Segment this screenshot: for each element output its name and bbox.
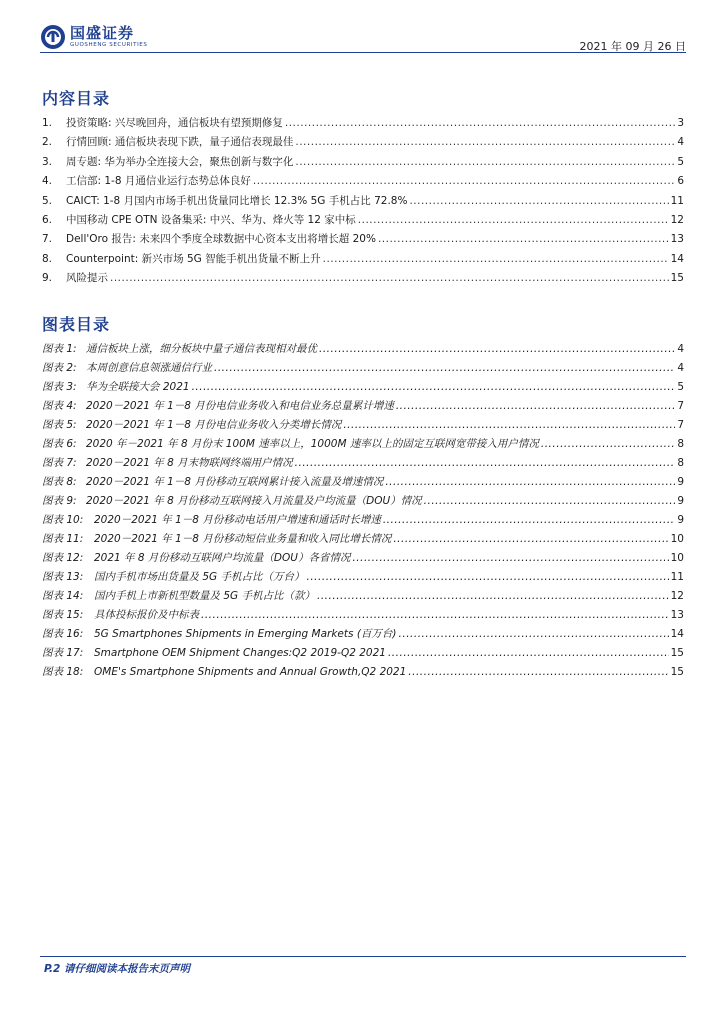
figure-list-title: 图表目录 xyxy=(42,315,111,334)
figure-item-label: 图表 8: xyxy=(42,476,77,488)
figure-item[interactable] xyxy=(42,626,684,645)
toc-item-number: 6. xyxy=(42,213,53,226)
figure-item-text: 国内手机上市新机型数量及 5G 手机占比（款） xyxy=(94,590,315,602)
dot-leader xyxy=(192,381,676,393)
toc-item[interactable] xyxy=(42,115,684,134)
toc-item-number: 3. xyxy=(42,155,53,168)
figure-item[interactable] xyxy=(42,436,684,455)
figure-item-text: 通信板块上涨，细分板块中量子通信表现相对最优 xyxy=(86,343,317,355)
dot-leader xyxy=(253,175,675,187)
toc-item-page: 11 xyxy=(670,194,684,207)
figure-item[interactable] xyxy=(42,512,684,531)
dot-leader xyxy=(383,514,675,526)
figure-item-text: 5G Smartphones Shipments in Emerging Markets (百万台) xyxy=(94,628,397,640)
toc-item-text: 投资策略: 兴尽晚回舟，通信板块有望预期修复 xyxy=(66,117,283,129)
report-date: 2021 年 09 月 26 日 xyxy=(579,40,686,53)
footer-divider xyxy=(40,956,686,957)
toc-item[interactable] xyxy=(42,173,684,192)
figure-item-label: 图表 9: xyxy=(42,495,77,507)
dot-leader xyxy=(424,495,676,507)
toc-item-page: 13 xyxy=(670,233,684,246)
page-header xyxy=(40,22,686,52)
page-footer: P.2 请仔细阅读本报告末页声明 xyxy=(44,963,190,975)
toc-item-text: 行情回顾: 通信板块表现下跌，量子通信表现最佳 xyxy=(66,136,294,149)
figure-item-page: 8 xyxy=(677,438,684,450)
dot-leader xyxy=(541,438,675,450)
toc-item-text: Counterpoint: 新兴市场 5G 智能手机出货量不断上升 xyxy=(66,252,321,265)
figure-item-text: 国内手机市场出货量及 5G 手机占比（万台） xyxy=(94,571,305,583)
toc-item-page: 15 xyxy=(670,272,684,285)
figure-item-label: 图表 12: xyxy=(42,552,84,564)
figure-item-page: 7 xyxy=(677,419,684,431)
dot-leader xyxy=(399,628,669,640)
figure-item-label: 图表 7: xyxy=(42,457,77,469)
figure-item[interactable] xyxy=(42,588,684,607)
dot-leader xyxy=(201,609,669,621)
toc-item-page: 14 xyxy=(670,252,684,265)
dot-leader xyxy=(295,156,675,168)
header-divider xyxy=(40,52,686,53)
dot-leader xyxy=(285,117,675,129)
dot-leader xyxy=(393,533,668,545)
figure-item-text: Smartphone OEM Shipment Changes:Q2 2019-Q2 2021 xyxy=(94,647,386,659)
figure-item-label: 图表 11: xyxy=(42,533,84,545)
toc-item-number: 7. xyxy=(42,233,53,246)
figure-item-page: 15 xyxy=(670,666,684,678)
toc-item-text: Dell'Oro 报告: 未来四个季度全球数据中心资本支出将增长超 20% xyxy=(66,233,376,246)
figure-item-text: 2020－2021 年 1－8 月份电信业务收入和电信业务总量累计增速 xyxy=(86,400,394,412)
figure-item-page: 5 xyxy=(677,381,684,393)
toc-item-text: CAICT: 1-8 月国内市场手机出货量同比增长 12.3% 5G 手机占比 72.8% xyxy=(66,194,408,207)
toc-item[interactable] xyxy=(42,231,684,250)
toc-item-page: 6 xyxy=(677,175,684,188)
figure-item-label: 图表 4: xyxy=(42,400,77,412)
dot-leader xyxy=(409,195,668,207)
guosheng-logo-icon xyxy=(40,24,66,50)
figure-item-label: 图表 2: xyxy=(42,362,77,374)
toc-item-number: 8. xyxy=(42,252,53,265)
figure-item-text: 2020－2021 年 8 月末物联网终端用户情况 xyxy=(86,457,293,469)
toc-title: 内容目录 xyxy=(42,89,111,108)
dot-leader xyxy=(396,400,675,412)
figure-item-page: 4 xyxy=(677,343,684,355)
figure-item-page: 10 xyxy=(670,552,684,564)
dot-leader xyxy=(295,136,675,148)
figure-item-page: 4 xyxy=(677,362,684,374)
company-logo xyxy=(40,22,147,52)
dot-leader xyxy=(317,590,669,602)
figure-item[interactable] xyxy=(42,569,684,588)
toc-item-text: 中国移动 CPE OTN 设备集采: 中兴、华为、烽火等 12 家中标 xyxy=(66,213,356,226)
figure-item-label: 图表 1: xyxy=(42,343,77,355)
figure-item-page: 11 xyxy=(670,571,684,583)
toc-item-text: 工信部: 1-8 月通信业运行态势总体良好 xyxy=(66,175,251,188)
figure-item-text: 2021 年 8 月份移动互联网户均流量（DOU）各省情况 xyxy=(94,552,351,564)
figure-item-page: 15 xyxy=(670,647,684,659)
figure-item-text: OME's Smartphone Shipments and Annual Growth,Q2 2021 xyxy=(94,666,407,678)
dot-leader xyxy=(388,647,669,659)
toc-item-number: 9. xyxy=(42,272,53,285)
dot-leader xyxy=(295,457,676,469)
figure-item-page: 7 xyxy=(677,400,684,412)
figure-item[interactable] xyxy=(42,360,684,379)
figure-item-page: 9 xyxy=(677,514,684,526)
figure-item-label: 图表 17: xyxy=(42,647,84,659)
figure-item-label: 图表 13: xyxy=(42,571,84,583)
dot-leader xyxy=(378,233,669,245)
figure-item[interactable] xyxy=(42,379,684,398)
figure-item-text: 2020－2021 年 1－8 月份移动互联网累计接入流量及增速情况 xyxy=(86,476,384,488)
figure-item-text: 2020－2021 年 1－8 月份移动电话用户增速和通话时长增速 xyxy=(94,514,381,526)
figure-item[interactable] xyxy=(42,398,684,417)
dot-leader xyxy=(110,272,669,284)
toc-item[interactable] xyxy=(42,134,684,153)
toc-item-text: 风险提示 xyxy=(66,272,108,285)
toc-item[interactable] xyxy=(42,212,684,231)
figure-item[interactable] xyxy=(42,474,684,493)
figure-item[interactable] xyxy=(42,607,684,626)
figure-item[interactable] xyxy=(42,531,684,550)
toc-item-number: 4. xyxy=(42,175,53,188)
toc-item[interactable] xyxy=(42,193,684,212)
dot-leader xyxy=(385,476,675,488)
figure-item-page: 13 xyxy=(670,609,684,621)
toc-item[interactable] xyxy=(42,154,684,173)
dot-leader xyxy=(214,362,675,374)
dot-leader xyxy=(323,253,669,265)
figure-item-label: 图表 15: xyxy=(42,609,84,621)
toc-list xyxy=(42,115,684,290)
toc-item-text: 周专题: 华为举办全连接大会，聚焦创新与数字化 xyxy=(66,155,294,168)
figure-list xyxy=(42,341,684,683)
figure-item-label: 图表 18: xyxy=(42,666,84,678)
toc-item[interactable] xyxy=(42,251,684,270)
logo-chinese-name: 国盛证券 xyxy=(70,23,135,42)
figure-item-text: 2020 年－2021 年 8 月份末 100M 速率以上，1000M 速率以上的固定互联网宽带接入用户情况 xyxy=(86,438,539,450)
figure-item-page: 8 xyxy=(677,457,684,469)
figure-item-text: 具体投标报价及中标表 xyxy=(94,609,199,621)
dot-leader xyxy=(307,571,669,583)
figure-item-text: 华为全联接大会 2021 xyxy=(86,381,190,393)
toc-item-number: 5. xyxy=(42,194,53,207)
figure-item-text: 2020－2021 年 1－8 月份电信业务收入分类增长情况 xyxy=(86,419,342,431)
figure-item[interactable] xyxy=(42,493,684,512)
figure-item-text: 2020－2021 年 8 月份移动互联网接入月流量及户均流量（DOU）情况 xyxy=(86,495,422,507)
figure-item-page: 12 xyxy=(670,590,684,602)
figure-item[interactable] xyxy=(42,341,684,360)
dot-leader xyxy=(352,552,668,564)
figure-item-label: 图表 5: xyxy=(42,419,77,431)
figure-item-text: 本周创意信息领涨通信行业 xyxy=(86,362,212,374)
figure-item[interactable] xyxy=(42,645,684,664)
dot-leader xyxy=(408,666,668,678)
toc-item-page: 12 xyxy=(670,213,684,226)
figure-item-label: 图表 14: xyxy=(42,590,84,602)
logo-english-name: GUOSHENG SECURITIES xyxy=(70,41,148,48)
toc-item-page: 3 xyxy=(677,117,684,129)
figure-item-text: 2020－2021 年 1－8 月份移动短信业务量和收入同比增长情况 xyxy=(94,533,392,545)
figure-item-label: 图表 16: xyxy=(42,628,84,640)
figure-item-page: 10 xyxy=(670,533,684,545)
figure-item-page: 9 xyxy=(677,495,684,507)
toc-item-number: 2. xyxy=(42,136,53,149)
figure-item[interactable] xyxy=(42,550,684,569)
figure-item-page: 14 xyxy=(670,628,684,640)
figure-item[interactable] xyxy=(42,664,684,683)
figure-item-label: 图表 6: xyxy=(42,438,77,450)
figure-item[interactable] xyxy=(42,455,684,474)
toc-item-page: 4 xyxy=(677,136,684,149)
figure-item[interactable] xyxy=(42,417,684,436)
toc-item[interactable] xyxy=(42,270,684,289)
figure-item-label: 图表 10: xyxy=(42,514,84,526)
dot-leader xyxy=(358,214,669,226)
figure-item-label: 图表 3: xyxy=(42,381,77,393)
figure-item-page: 9 xyxy=(677,476,684,488)
toc-item-page: 5 xyxy=(677,155,684,168)
dot-leader xyxy=(343,419,675,431)
toc-item-number: 1. xyxy=(42,117,53,129)
dot-leader xyxy=(319,343,675,355)
